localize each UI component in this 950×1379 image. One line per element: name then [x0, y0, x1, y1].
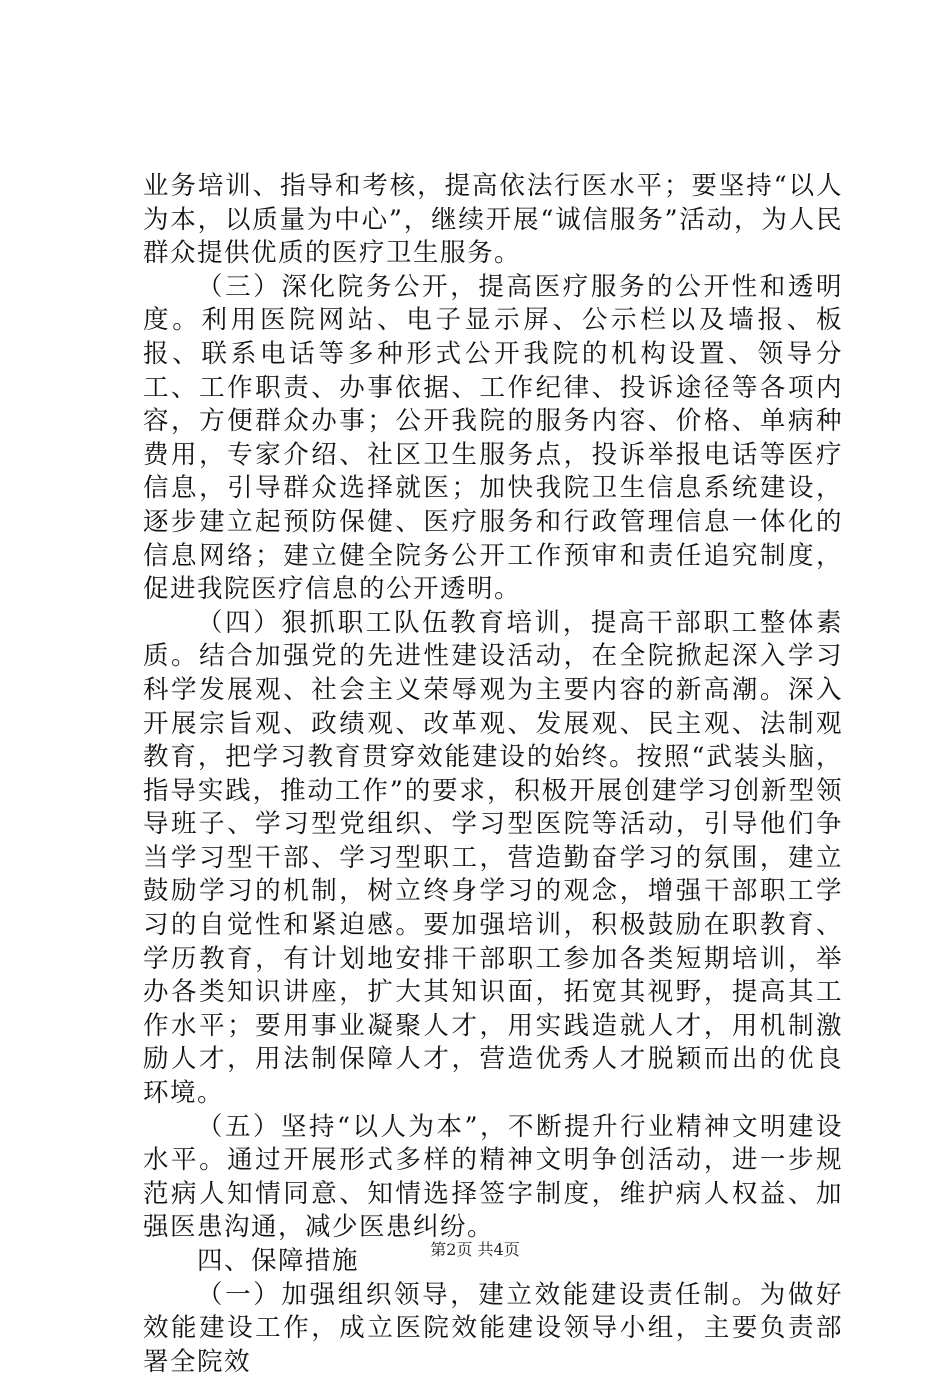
paragraph-measure-1: （一）加强组织领导，建立效能建设责任制。为做好效能建设工作，成立医院效能建设领导小组，主要负责部署全院效 — [143, 1279, 843, 1377]
document-body — [143, 170, 843, 1379]
paragraph-continuation: 业务培训、指导和考核，提高依法行医水平；要坚持“以人为本，以质量为中心”，继续开展“诚信服务”活动，为人民群众提供优质的医疗卫生服务。 — [143, 171, 843, 269]
paragraph-section-4: （四）狠抓职工队伍教育培训，提高干部职工整体素质。结合加强党的先进性建设活动，在全院掀起深入学习科学发展观、社会主义荣辱观为主要内容的新高潮。深入开展宗旨观、政绩观、改革观、发展观、民主观、法制观教育，把学习教育贯穿效能建设的始终。按照“武装头脑，指导实践，推动工作”的要求，积极开展创建学习创新型领导班子、学习型党组织、学习型医院等活动，引导他们争当学习型干部、学习型职工，营造勤奋学习的氛围，建立鼓励学习的机制，树立终身学习的观念，增强干部职工学习的自觉性和紧迫感。要加强培训，积极鼓励在职教育、学历教育，有计划地安排干部职工参加各类短期培训，举办各类知识讲座，扩大其知识面，拓宽其视野，提高其工作水平；要用事业凝聚人才，用实践造就人才，用机制激励人才，用法制保障人才，营造优秀人才脱颖而出的优良环境。 — [143, 607, 843, 1109]
heading-safeguard-measures: 四、保障措施 — [197, 1246, 360, 1276]
page-number-footer: 第2页 共4页 — [430, 1240, 520, 1259]
paragraph-section-5: （五）坚持“以人为本”，不断提升行业精神文明建设水平。通过开展形式多样的精神文明争创活动，进一步规范病人知情同意、知情选择签字制度，维护病人权益、加强医患沟通，减少医患纠纷。 — [143, 1111, 843, 1243]
paragraph-section-3: （三）深化院务公开，提高医疗服务的公开性和透明度。利用医院网站、电子显示屏、公示栏以及墙报、板报、联系电话等多种形式公开我院的机构设置、领导分工、工作职责、办事依据、工作纪律、投诉途径等各项内容，方便群众办事；公开我院的服务内容、价格、单病种费用，专家介绍、社区卫生服务点，投诉举报电话等医疗信息，引导群众选择就医；加快我院卫生信息系统建设，逐步建立起预防保健、医疗服务和行政管理信息一体化的信息网络；建立健全院务公开工作预审和责任追究制度，促进我院医疗信息的公开透明。 — [143, 271, 843, 605]
